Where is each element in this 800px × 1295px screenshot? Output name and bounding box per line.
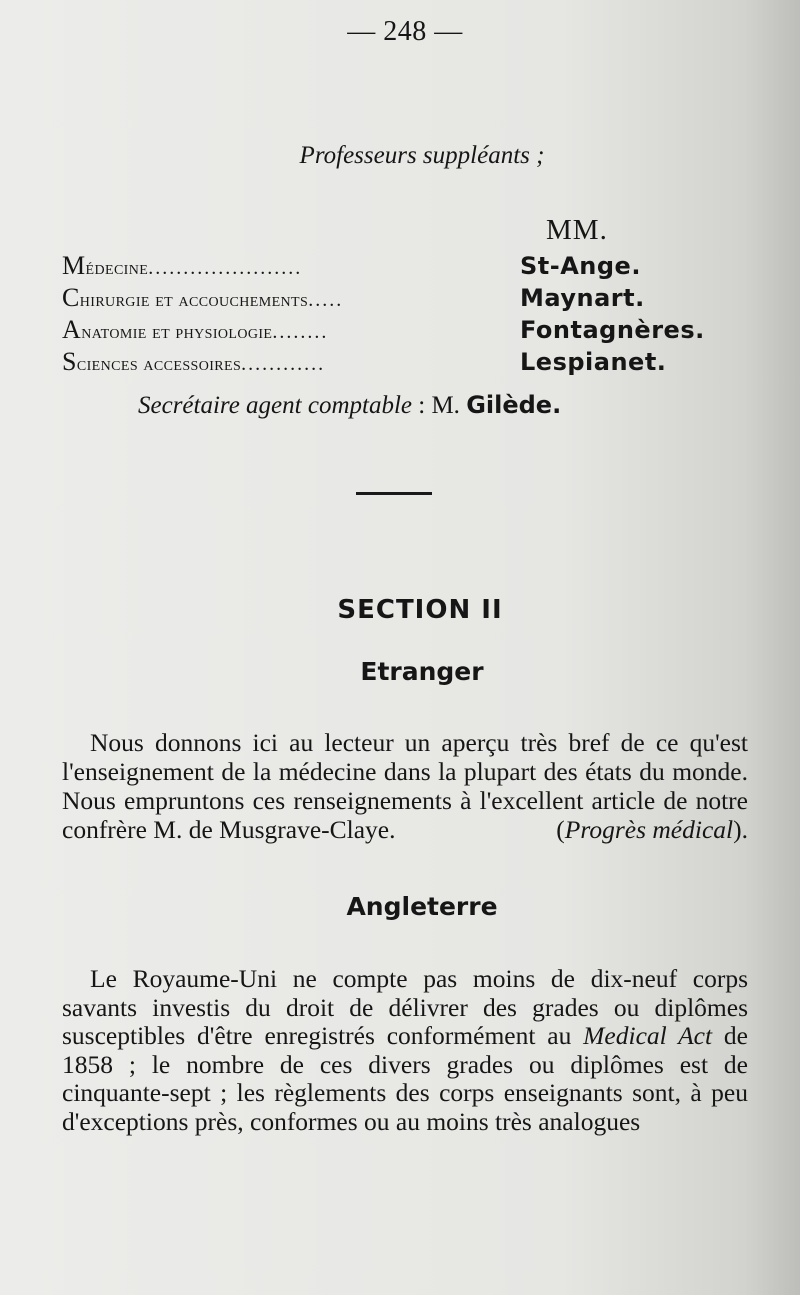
intro-paragraph [62, 728, 748, 844]
leader-dots: ............ [241, 353, 326, 375]
staff-header: MM. [546, 214, 608, 246]
region-title-etranger: Etranger [360, 657, 484, 686]
staff-row [62, 347, 748, 379]
secretary-line [138, 391, 748, 420]
staff-row [62, 251, 748, 283]
secretary-separator: : M. [412, 392, 467, 419]
staff-subject: Anatomie et physiologie........ [62, 315, 329, 344]
staff-row [62, 283, 748, 315]
intro-text: Nous donnons ici au lecteur un aperçu très bref de ce qu'est l'enseignement de la médecine dans la plupart des états du monde. Nous empruntons ces renseignements à l'excellent article de notre confrère M. de Musgrave-Claye. [62, 728, 748, 844]
staff-name: St-Ange. [520, 252, 641, 280]
leader-dots: ..... [308, 289, 344, 311]
staff-subject: Sciences accessoires............ [62, 347, 326, 376]
section-title: SECTION II [337, 595, 503, 625]
leader-dots: ...................... [148, 257, 303, 279]
leader-dots: ........ [272, 321, 329, 343]
staff-row [62, 315, 748, 347]
section-divider [356, 492, 432, 495]
professors-subheading: Professeurs suppléants ; [299, 142, 545, 169]
secretary-label: Secrétaire agent comptable [138, 392, 412, 419]
staff-name: Fontagnères. [520, 316, 705, 344]
staff-list [62, 251, 748, 379]
staff-subject: Chirurgie et accouchements..... [62, 283, 344, 312]
source-title: Progrès médical [564, 815, 734, 844]
region-title-angleterre: Angleterre [346, 892, 498, 921]
angleterre-paragraph: Le Royaume-Uni ne compte pas moins de dix-neuf corps savants investis du droit de délivrer des grades ou diplômes susceptibles d'être enregistrés conformément au Medical Act de 1858 ; le nombre de ces divers grades ou diplômes est de cinquante-sept ; les règlements des corps enseignants sont, à peu d'exceptions près, conformes ou au moins très analogues [62, 964, 748, 1136]
medical-act: Medical Act [583, 1021, 713, 1050]
secretary-name: Gilède. [466, 391, 562, 419]
staff-name: Maynart. [520, 284, 645, 312]
page-number: — 248 — [347, 16, 463, 47]
source-citation: (Progrès médical). [556, 815, 748, 844]
staff-subject: Médecine...................... [62, 251, 303, 280]
staff-name: Lespianet. [520, 348, 667, 376]
